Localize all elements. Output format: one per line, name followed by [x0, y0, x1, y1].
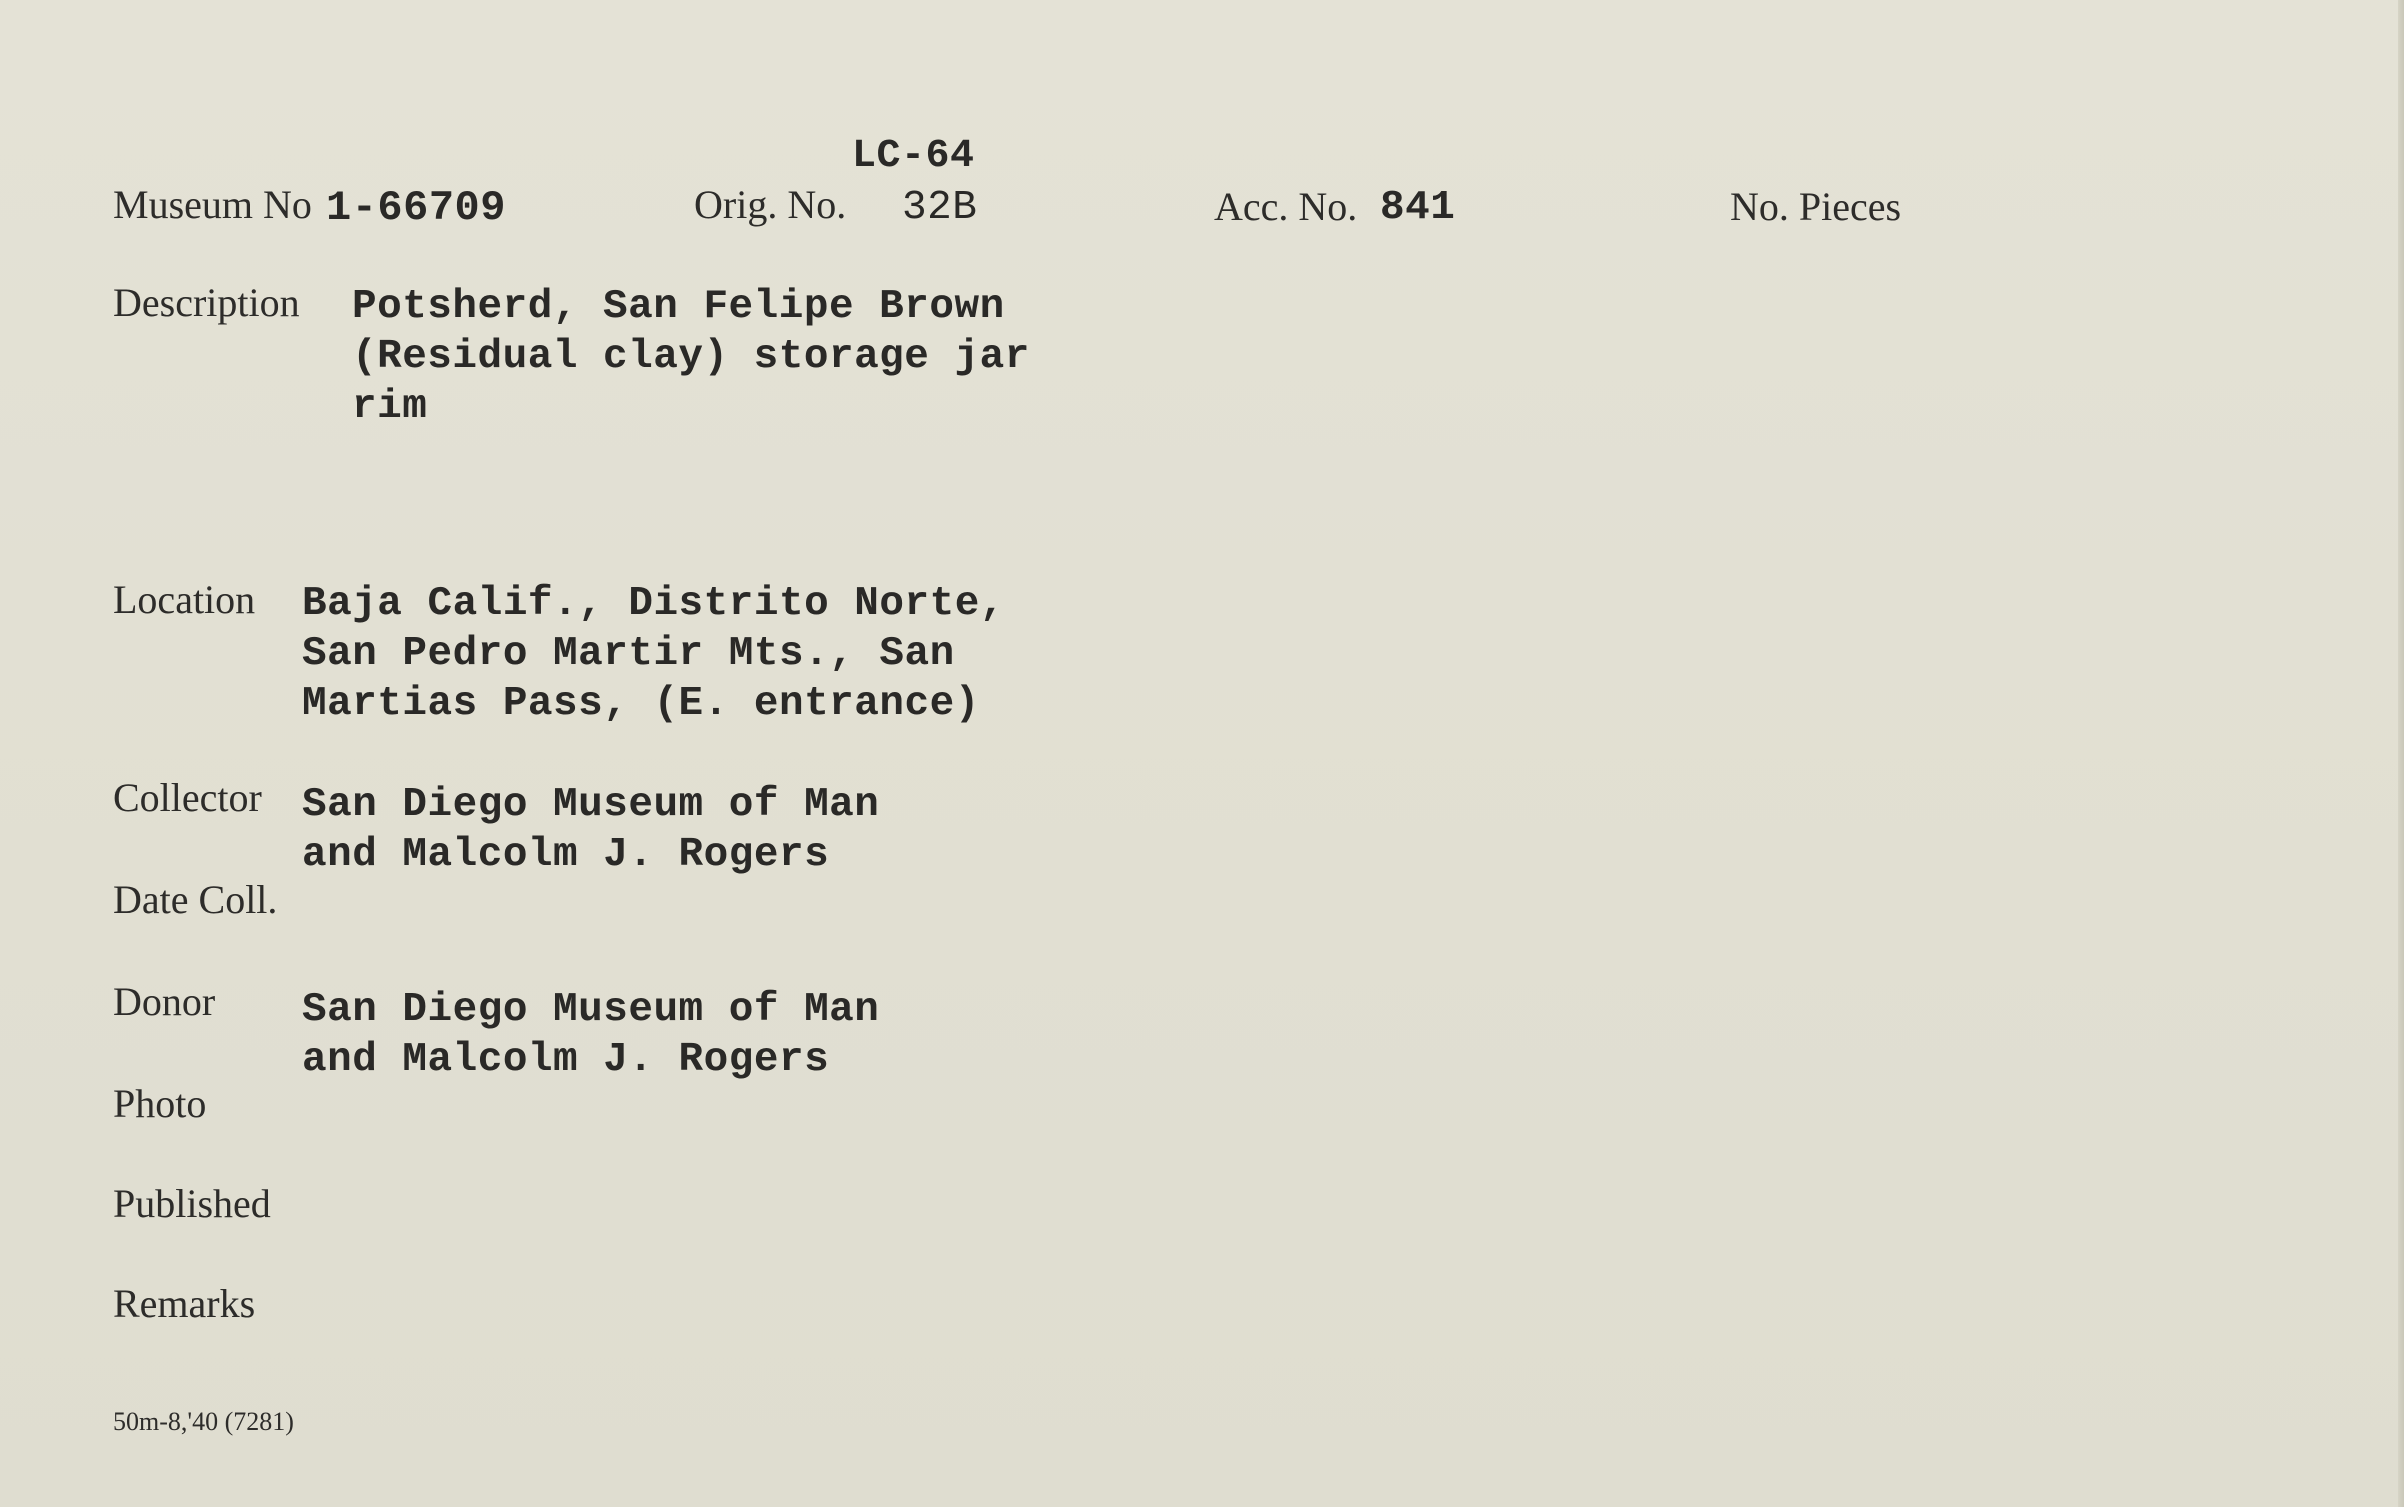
published-label: Published [113, 1181, 271, 1226]
description-label: Description [113, 280, 300, 325]
lc-code: LC-64 [852, 134, 975, 179]
donor-label: Donor [113, 979, 216, 1024]
location-line: San Pedro Martir Mts., San [302, 631, 955, 677]
collector-value [302, 780, 879, 880]
description-line: rim [352, 384, 428, 430]
orig-no-value: 32B [902, 185, 978, 231]
remarks-label: Remarks [113, 1281, 256, 1326]
location-line: Baja Calif., Distrito Norte, [302, 581, 1005, 627]
donor-value [302, 985, 879, 1085]
acc-no-label: Acc. No. [1214, 184, 1358, 229]
collector-label: Collector [113, 775, 262, 820]
orig-no-label: Orig. No. [694, 182, 847, 227]
donor-line: San Diego Museum of Man [302, 987, 880, 1033]
location-label: Location [113, 577, 256, 622]
location-line: Martias Pass, (E. entrance) [302, 681, 980, 727]
acc-no-value: 841 [1380, 185, 1456, 231]
card-edge [2398, 0, 2404, 1507]
description-line: Potsherd, San Felipe Brown [352, 284, 1005, 330]
collector-line: and Malcolm J. Rogers [302, 832, 830, 878]
location-value [302, 579, 1005, 729]
description-line: (Residual clay) storage jar [352, 334, 1030, 380]
museum-no-label: Museum No [113, 182, 312, 227]
date-coll-label: Date Coll. [113, 877, 278, 922]
museum-no-value: 1-66709 [326, 184, 506, 232]
description-value [352, 282, 1030, 432]
print-code: 50m-8,'40 (7281) [113, 1407, 294, 1436]
collector-line: San Diego Museum of Man [302, 782, 880, 828]
no-pieces-label: No. Pieces [1730, 184, 1902, 229]
donor-line: and Malcolm J. Rogers [302, 1037, 830, 1083]
photo-label: Photo [113, 1081, 207, 1126]
